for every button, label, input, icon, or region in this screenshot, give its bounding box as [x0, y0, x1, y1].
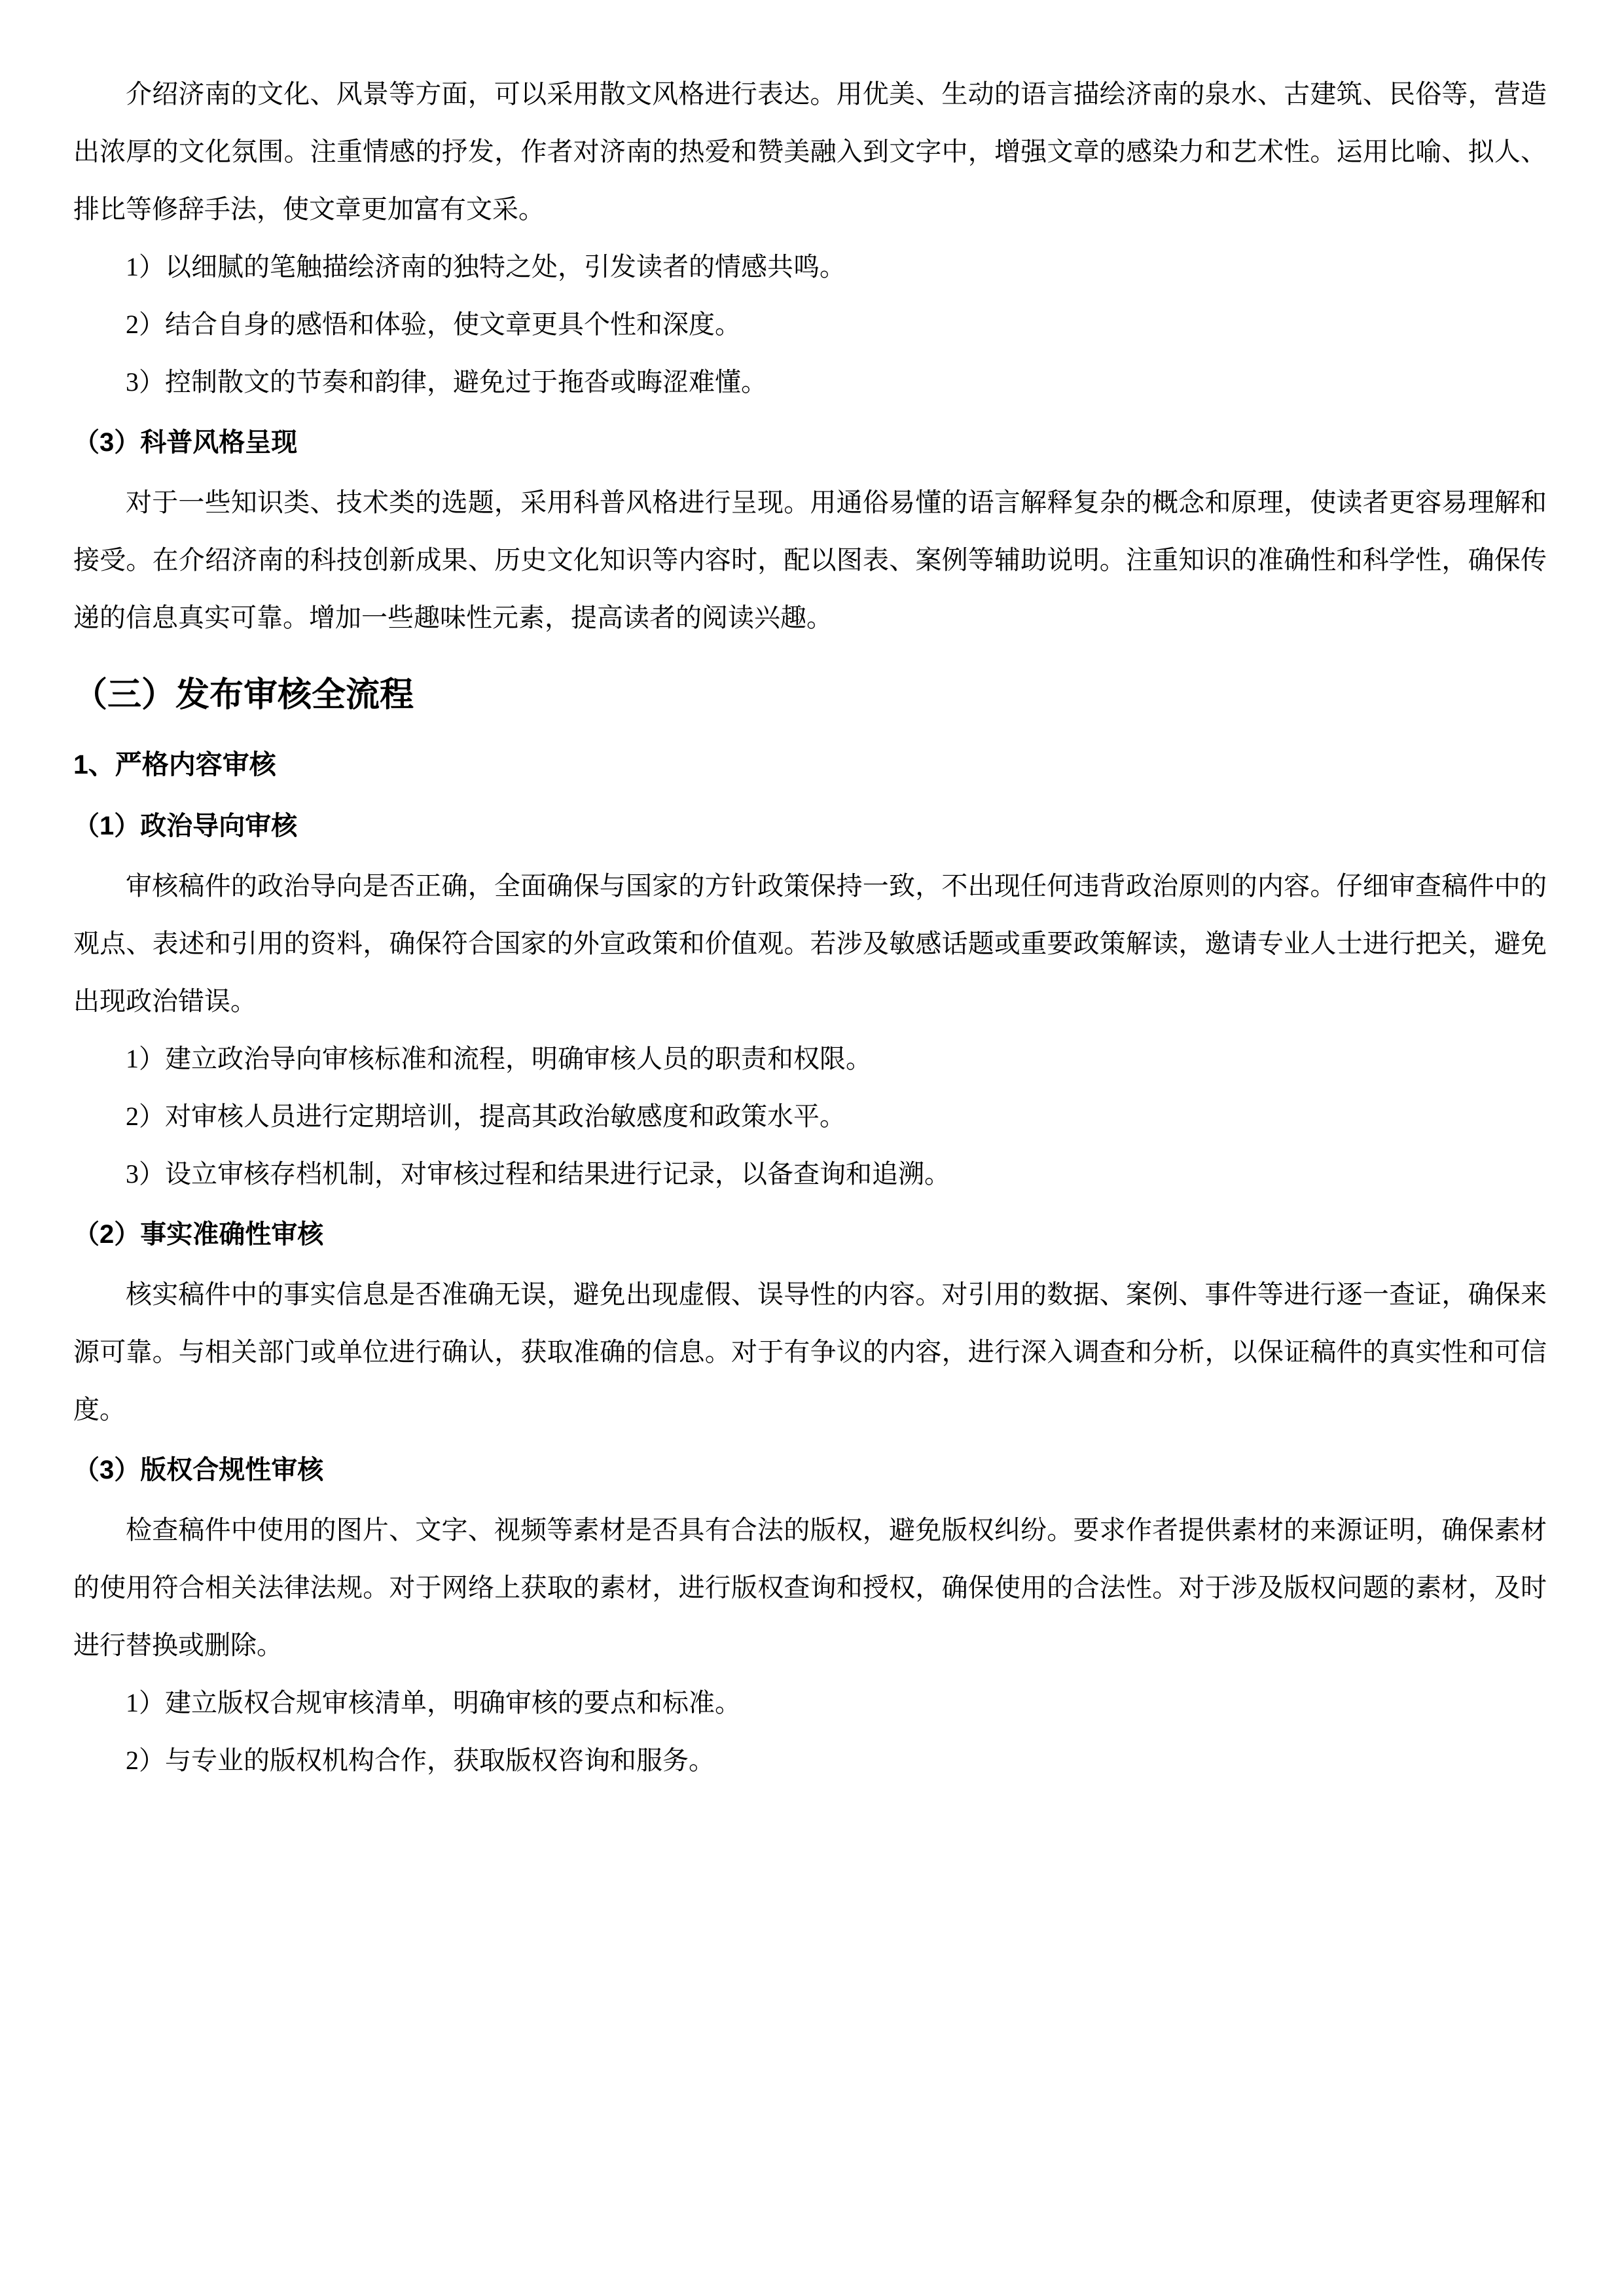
- subheading-science-style: （3）科普风格呈现: [73, 428, 298, 457]
- list-item-political-2: 2）对审核人员进行定期培训，提高其政治敏感度和政策水平。: [126, 1102, 846, 1131]
- list-item-prose-3: 3）控制散文的节奏和韵律，避免过于拖沓或晦涩难懂。: [126, 367, 767, 397]
- list-item-political-1: 1）建立政治导向审核标准和流程，明确审核人员的职责和权限。: [126, 1044, 872, 1073]
- paragraph-prose-style-intro: 介绍济南的文化、风景等方面，可以采用散文风格进行表达。用优美、生动的语言描绘济南的泉水、古建筑、民俗等，营造出浓厚的文化氛围。注重情感的抒发，作者对济南的热爱和赞美融入到文字中，增强文章的感染力和艺术性。运用比喻、拟人、排比等修辞手法，使文章更加富有文采。: [73, 79, 1547, 224]
- subheading-copyright-compliance-review: （3）版权合规性审核: [73, 1456, 324, 1484]
- paragraph-fact-accuracy: 核实稿件中的事实信息是否准确无误，避免出现虚假、误导性的内容。对引用的数据、案例、事件等进行逐一查证，确保来源可靠。与相关部门或单位进行确认，获取准确的信息。对于有争议的内容，进行深入调查和分析，以保证稿件的真实性和可信度。: [73, 1280, 1547, 1424]
- list-item-political-3: 3）设立审核存档机制，对审核过程和结果进行记录，以备查询和追溯。: [126, 1159, 950, 1189]
- list-item-copyright-1: 1）建立版权合规审核清单，明确审核的要点和标准。: [126, 1688, 741, 1717]
- list-item-prose-2: 2）结合自身的感悟和体验，使文章更具个性和深度。: [126, 310, 741, 339]
- paragraph-science-style: 对于一些知识类、技术类的选题，采用科普风格进行呈现。用通俗易懂的语言解释复杂的概念和原理，使读者更容易理解和接受。在介绍济南的科技创新成果、历史文化知识等内容时，配以图表、案例等辅助说明。注重知识的准确性和科学性，确保传递的信息真实可靠。增加一些趣味性元素，提高读者的阅读兴趣。: [73, 488, 1547, 632]
- subheading-political-orientation-review: （1）政治导向审核: [73, 812, 298, 840]
- list-item-prose-1: 1）以细腻的笔触描绘济南的独特之处，引发读者的情感共鸣。: [126, 252, 846, 281]
- subsection-heading-strict-content-review: 1、严格内容审核: [73, 749, 276, 780]
- paragraph-political-review: 审核稿件的政治导向是否正确，全面确保与国家的方针政策保持一致，不出现任何违背政治原则的内容。仔细审查稿件中的观点、表述和引用的资料，确保符合国家的外宣政策和价值观。若涉及敏感话题或重要政策解读，邀请专业人士进行把关，避免出现政治错误。: [73, 871, 1547, 1016]
- list-item-copyright-2: 2）与专业的版权机构合作，获取版权咨询和服务。: [126, 1746, 715, 1775]
- subheading-fact-accuracy-review: （2）事实准确性审核: [73, 1220, 324, 1249]
- section-heading-review-process: （三）发布审核全流程: [73, 676, 414, 714]
- paragraph-copyright-compliance: 检查稿件中使用的图片、文字、视频等素材是否具有合法的版权，避免版权纠纷。要求作者提供素材的来源证明，确保素材的使用符合相关法律法规。对于网络上获取的素材，进行版权查询和授权，确保使用的合法性。对于涉及版权问题的素材，及时进行替换或删除。: [73, 1515, 1547, 1660]
